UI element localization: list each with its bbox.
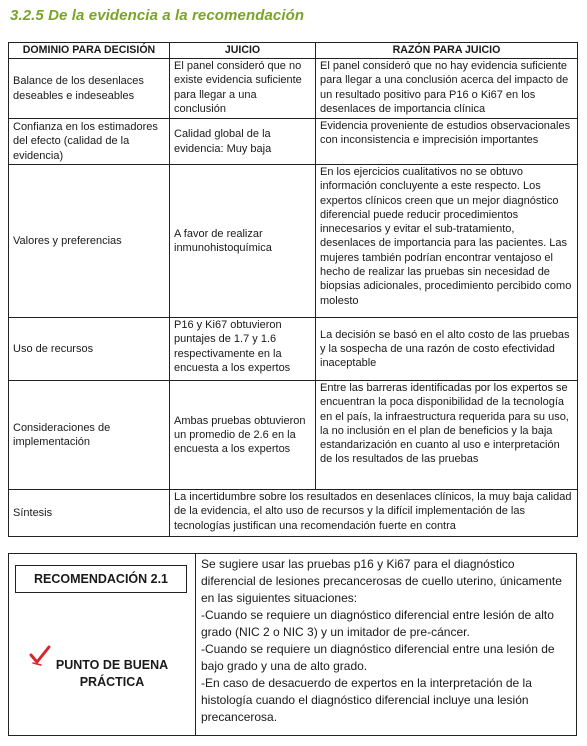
table-row xyxy=(9,318,578,381)
row-domain: Confianza en los estimadores del efecto (calidad de la evidencia) xyxy=(9,119,170,165)
row-reason: El panel consideró que no hay evidencia suficiente para llegar a una conclusión acerca del impacto de un resultado positivo para P16 o Ki67 en los desenlaces de importancia clínica xyxy=(316,59,578,119)
recommendation-side-panel xyxy=(9,554,194,735)
header-domain: DOMINIO PARA DECISIÓN xyxy=(9,43,170,59)
recommendation-line: Se sugiere usar las pruebas p16 y Ki67 para el diagnóstico diferencial de lesiones precancerosas de cuello uterino, únicamente en las siguientes situaciones: xyxy=(201,557,562,605)
row-reason: En los ejercicios cualitativos no se obtuvo información concluyente a este respecto. Los expertos clínicos creen que un mejor diagnóstico diferencial puede reducir procedimientos innecesarios y evitar el sub-tratamiento, desenlaces de importancia para las pacientes. Las mujeres también podrían encontrar ventajoso el hecho de realizar las pruebas sin necesidad de biopsias adicionales, procedimiento percibido como molesto xyxy=(316,165,578,318)
table-row xyxy=(9,119,578,165)
good-practice-label: PUNTO DE BUENA PRÁCTICA xyxy=(55,658,169,689)
section-title: 3.2.5 De la evidencia a la recomendación xyxy=(10,7,305,24)
header-reason: RAZÓN PARA JUICIO xyxy=(316,43,578,59)
table-row xyxy=(9,59,578,119)
row-judgement: P16 y Ki67 obtuvieron puntajes de 1.7 y 1.6 respectivamente en la encuesta a los expertos xyxy=(170,318,316,381)
recommendation-line: -Cuando se requiere un diagnóstico diferencial entre lesión de alto grado (NIC 2 o NIC 3) y un imitador de pre-cáncer. xyxy=(201,608,554,639)
recommendation-label: RECOMENDACIÓN 2.1 xyxy=(15,565,187,593)
evidence-to-decision-table xyxy=(8,42,578,537)
synthesis-text: La incertidumbre sobre los resultados en desenlaces clínicos, la muy baja calidad de la evidencia, el alto uso de recursos y la difícil implementación de las tecnologías justifican una recomendación fuerte en contra xyxy=(170,490,578,537)
header-judgement: JUICIO xyxy=(170,43,316,59)
row-domain: Valores y preferencias xyxy=(9,165,170,318)
row-domain: Consideraciones de implementación xyxy=(9,381,170,490)
row-judgement: Ambas pruebas obtuvieron un promedio de 2.6 en la encuesta a los expertos xyxy=(170,381,316,490)
recommendation-line: -Cuando se requiere un diagnóstico diferencial entre una lesión de bajo grado y una de alto grado. xyxy=(201,642,555,673)
row-reason: Entre las barreras identificadas por los expertos se encuentran la poca disponibilidad de la tecnología en el país, la infraestructura requerida para su uso, la no inclusión en el plan de beneficios y la baja estandarización en cuanto al uso e interpretación de los resultados de las pruebas xyxy=(316,381,578,490)
synthesis-label: Síntesis xyxy=(9,490,170,537)
recommendation-box xyxy=(8,553,577,736)
row-judgement: El panel consideró que no existe evidencia suficiente para llegar a una conclusión xyxy=(170,59,316,119)
row-judgement: A favor de realizar inmunohistoquímica xyxy=(170,165,316,318)
table-row xyxy=(9,165,578,318)
synthesis-row xyxy=(9,490,578,537)
row-judgement: Calidad global de la evidencia: Muy baja xyxy=(170,119,316,165)
table-row xyxy=(9,381,578,490)
row-reason: La decisión se basó en el alto costo de las pruebas y la sospecha de una razón de costo efectividad inaceptable xyxy=(316,318,578,381)
row-domain: Balance de los desenlaces deseables e indeseables xyxy=(9,59,170,119)
row-domain: Uso de recursos xyxy=(9,318,170,381)
table-header-row xyxy=(9,43,578,59)
row-reason: Evidencia proveniente de estudios observacionales con inconsistencia e imprecisión importantes xyxy=(316,119,578,165)
recommendation-line: -En caso de desacuerdo de expertos en la interpretación de la histología cuando el diagnóstico diferencial incluye una lesión precancerosa. xyxy=(201,676,532,724)
recommendation-text xyxy=(195,554,575,735)
